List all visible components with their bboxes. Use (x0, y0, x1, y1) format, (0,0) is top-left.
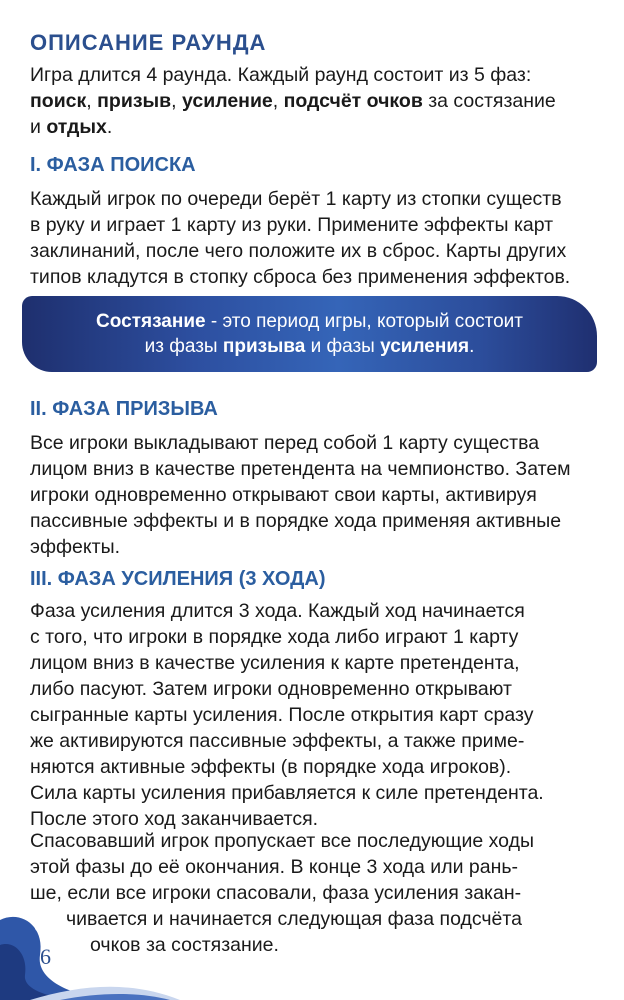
wave-decoration (0, 900, 200, 1000)
text-line: чивается и начинается следующая фаза подсчёта (66, 908, 522, 930)
text-line: ше, если все игроки спасовали, фаза усиления закан- (30, 882, 522, 904)
text-line: же активируются пассивные эффекты, а также приме- (30, 730, 525, 752)
text-line: Фаза усиления длится 3 хода. Каждый ход начинается (30, 600, 525, 622)
boost-phase-paragraph (30, 598, 544, 832)
separator: , (171, 90, 182, 112)
banner-summon-term: призыва (222, 336, 306, 357)
page-number: 6 (40, 944, 51, 969)
contest-definition-text (22, 309, 597, 359)
intro-line-1: Игра длится 4 раунда. Каждый раунд состоит из 5 фаз: (30, 64, 532, 86)
round-description-heading: ОПИСАНИЕ РАУНДА (30, 30, 267, 55)
banner-line1-rest: - это период игры, который состоит (205, 311, 523, 332)
search-phase-paragraph (30, 186, 570, 290)
text-line: После этого ход заканчивается. (30, 808, 319, 830)
text-line: Спасовавший игрок пропускает все последующие ходы (30, 830, 534, 852)
summon-phase-paragraph (30, 430, 571, 560)
phase-score-term: подсчёт очков (283, 90, 423, 112)
text-line: сыгранные карты усиления. После открытия карт сразу (30, 704, 534, 726)
round-intro-paragraph (30, 62, 556, 140)
banner-line2-pre: из фазы (144, 336, 223, 357)
text-line: пассивные эффекты и в порядке хода применяя активные (30, 510, 562, 532)
text-line: Каждый игрок по очереди берёт 1 карту из стопки существ (30, 188, 562, 210)
phase-summon-term: призыв (97, 90, 172, 112)
text-line: либо пасуют. Затем игроки одновременно открывают (30, 678, 512, 700)
text-line: очков за состязание. (90, 934, 279, 956)
banner-line2-mid: и фазы (305, 336, 381, 357)
separator: , (272, 90, 284, 112)
text-line: эффекты. (30, 536, 120, 558)
text-line: Все игроки выкладывают перед собой 1 карту существа (30, 432, 540, 454)
banner-line2-end: . (469, 336, 475, 357)
intro-tail: за состязание (422, 90, 556, 112)
text-line: лицом вниз в качестве претендента на чемпионство. Затем (30, 458, 571, 480)
text-line: типов кладутся в стопку сброса без применения эффектов. (30, 266, 571, 288)
text-line: с того, что игроки в порядке хода либо играют 1 карту (30, 626, 519, 648)
separator: , (86, 90, 98, 112)
search-phase-heading: I. ФАЗА ПОИСКА (30, 154, 196, 176)
text-line: Сила карты усиления прибавляется к силе претендента. (30, 782, 544, 804)
phase-search-term: поиск (30, 90, 87, 112)
phase-boost-term: усиление (182, 90, 273, 112)
intro-end: . (106, 116, 113, 138)
banner-boost-term: усиления (380, 336, 470, 357)
intro-and: и (30, 116, 47, 138)
contest-term: Состязание (96, 311, 206, 332)
boost-phase-heading: III. ФАЗА УСИЛЕНИЯ (3 ХОДА) (30, 568, 326, 590)
text-line: заклинаний, после чего положите их в сброс. Карты других (30, 240, 567, 262)
text-line: этой фазы до её окончания. В конце 3 хода или рань- (30, 856, 518, 878)
text-line: няются активные эффекты (в порядке хода игроков). (30, 756, 512, 778)
summon-phase-heading: II. ФАЗА ПРИЗЫВА (30, 398, 218, 420)
text-line: игроки одновременно открывают свои карты, активируя (30, 484, 537, 506)
phase-rest-term: отдых (46, 116, 107, 138)
text-line: в руку и играет 1 карту из руки. Примените эффекты карт (30, 214, 554, 236)
text-line: лицом вниз в качестве усиления к карте претендента, (30, 652, 520, 674)
